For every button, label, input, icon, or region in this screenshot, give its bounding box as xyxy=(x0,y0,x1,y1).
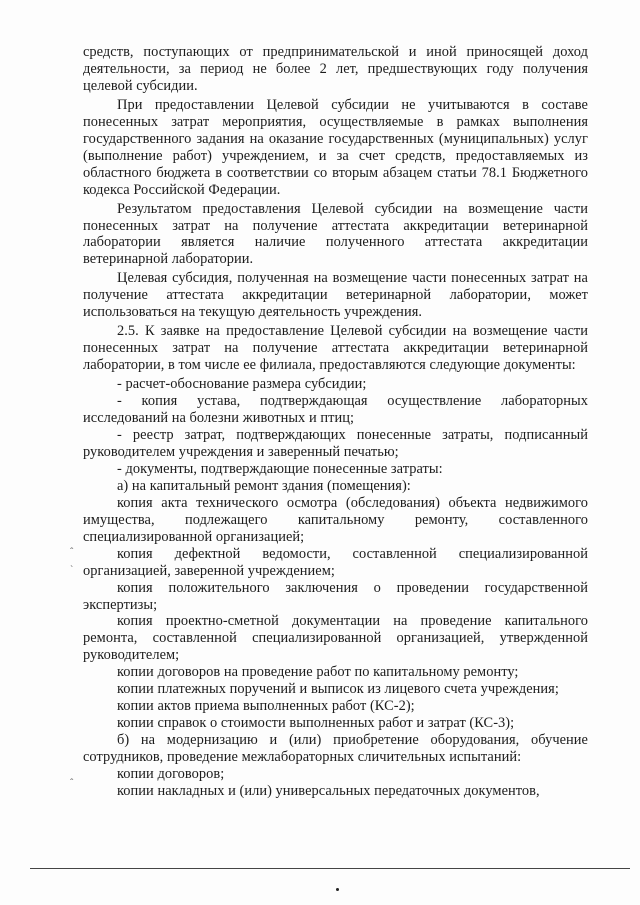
list-item-inspection-act: копия акта технического осмотра (обследования) объекта недвижимого имущества, подлежащего капитальному ремонту, составленного специализированной организацией; xyxy=(83,494,588,545)
paragraph-usage: Целевая субсидия, полученная на возмещение части понесенных затрат на получение аттестата аккредитации ветеринарной лаборатории, может использоваться на текущую деятельность учреждения. xyxy=(83,270,588,321)
paragraph-result: Результатом предоставления Целевой субсидии на возмещение части понесенных затрат на получение аттестата аккредитации ветеринарной лаборатории является наличие полученного аттестата аккредитации ветеринарной лаборатории. xyxy=(83,200,588,268)
list-item-charter: - копия устава, подтверждающая осуществление лабораторных исследований на болезни животных и птиц; xyxy=(83,393,588,427)
subsection-b-heading: б) на модернизацию и (или) приобретение оборудования, обучение сотрудников, проведение межлабораторных сличительных испытаний: xyxy=(83,732,588,766)
list-item-calculation: - расчет-обоснование размера субсидии; xyxy=(117,376,367,393)
scan-mark: ˆ xyxy=(70,778,74,789)
list-item-invoices: копии накладных и (или) универсальных передаточных документов, xyxy=(117,782,540,799)
page-bottom-dot xyxy=(336,888,339,891)
paragraph-exclusions: При предоставлении Целевой субсидии не учитываются в составе понесенных затрат мероприятия, осуществляемые в рамках выполнения государственного задания на оказание государственных (муниципальных) услуг (выполнение работ) учреждением, и за счет средств, предоставляемых из областного бюджета в соответствии со вторым абзацем статьи 78.1 Бюджетного кодекса Российской Федерации. xyxy=(83,96,588,198)
paragraph-section-2-5: 2.5. К заявке на предоставление Целевой субсидии на возмещение части понесенных затрат на получение аттестата аккредитации ветеринарной лаборатории, в том числе ее филиала, предоставляются следующие документы: xyxy=(83,323,588,374)
scan-mark: ˆ xyxy=(70,547,74,558)
list-item-cost-register: - реестр затрат, подтверждающих понесенные затраты, подписанный руководителем учреждения и заверенный печатью; xyxy=(83,426,588,460)
list-item-expert-conclusion: копия положительного заключения о проведении государственной экспертизы; xyxy=(83,579,588,613)
paragraph-continuation: средств, поступающих от предпринимательской и иной приносящей доход деятельности, за период не более 2 лет, предшествующих году получения целевой субсидии. xyxy=(83,44,588,94)
scan-mark: ˋ xyxy=(70,565,74,576)
list-item-design-documentation: копия проектно-сметной документации на проведение капитального ремонта, составленной специализированной организацией, утвержденной руководителем; xyxy=(83,613,588,664)
document-page xyxy=(83,44,588,800)
subsection-a-heading: а) на капитальный ремонт здания (помещения): xyxy=(117,477,411,494)
list-item-repair-contracts: копии договоров на проведение работ по капитальному ремонту; xyxy=(117,664,519,681)
list-item-contracts: копии договоров; xyxy=(117,766,225,783)
list-item-ks2-acts: копии актов приема выполненных работ (КС-2); xyxy=(117,698,415,715)
list-item-ks3-certificates: копии справок о стоимости выполненных работ и затрат (КС-3); xyxy=(117,715,515,732)
list-item-payment-orders: копии платежных поручений и выписок из лицевого счета учреждения; xyxy=(117,681,559,698)
list-item-cost-documents: - документы, подтверждающие понесенные затраты: xyxy=(117,460,443,477)
list-item-defect-statement: копия дефектной ведомости, составленной специализированной организацией, заверенной учреждением; xyxy=(83,545,588,579)
page-bottom-rule xyxy=(30,868,630,869)
